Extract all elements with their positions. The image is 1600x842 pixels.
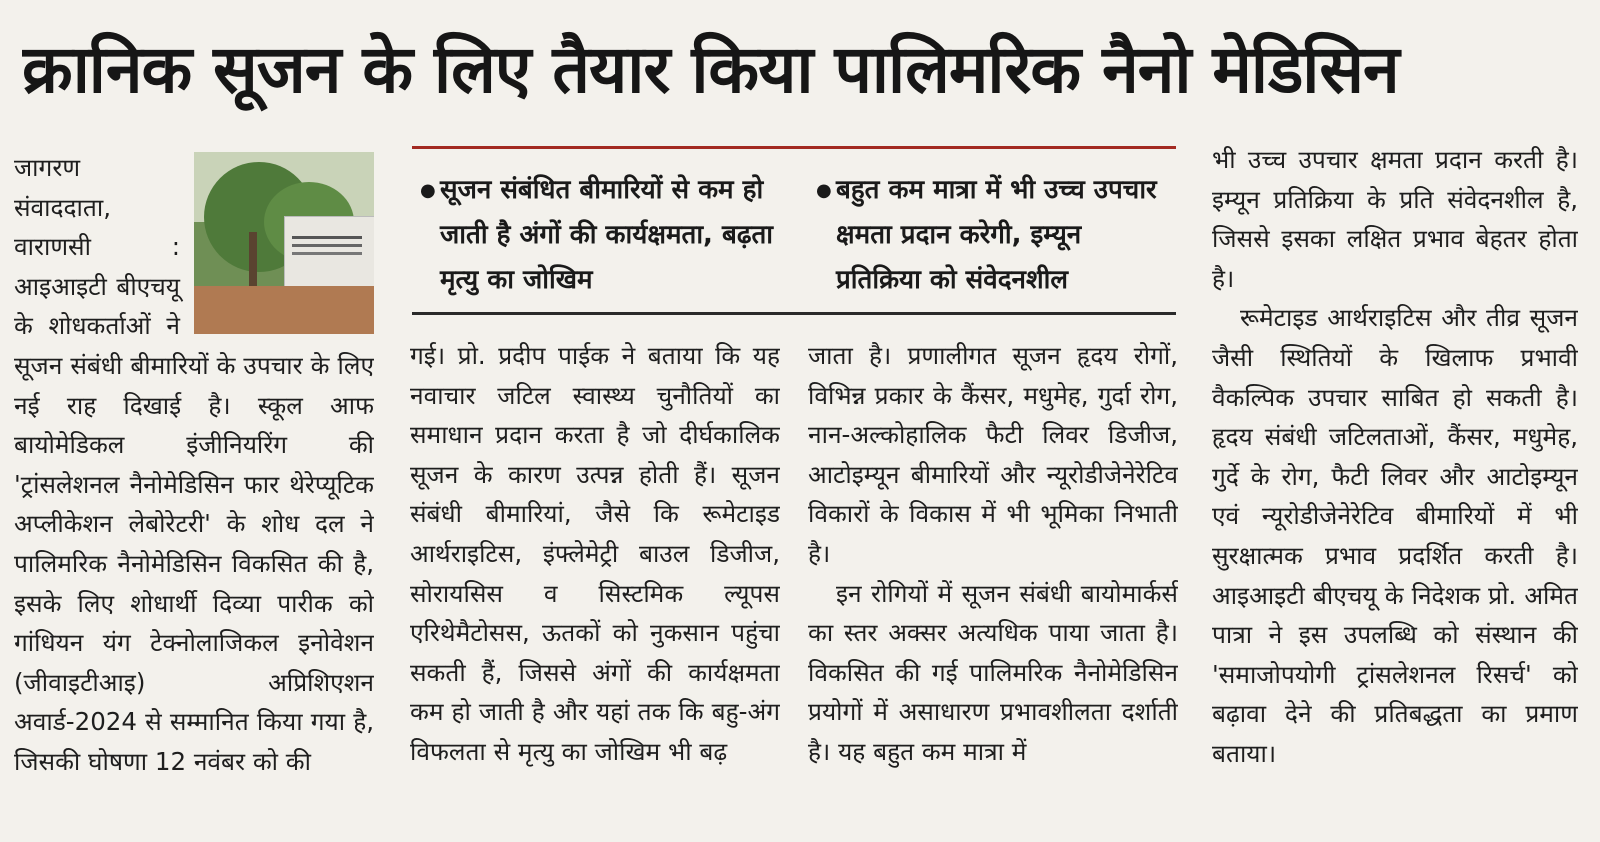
- highlight-box-1: [420, 168, 780, 303]
- highlight-box-2: [816, 168, 1166, 303]
- headline: क्रानिक सूजन के लिए तैयार किया पालिमरिक नैनो मेडिसिन: [22, 31, 1399, 108]
- column-3-paragraph-2: इन रोगियों में सूजन संबंधी बायोमार्कर्स का स्तर अक्सर अत्यधिक पाया जाता है। विकसित की गई पालिमरिक नैनोमेडिसिन प्रयोगों में असाधारण प्रभावशीलता दर्शाती है। यह बहुत कम मात्रा में: [808, 578, 1178, 766]
- bullet-icon: ●: [816, 180, 832, 201]
- article-column-2: [410, 336, 780, 816]
- highlight-1-text: सूजन संबंधित बीमारियों से कम हो जाती है अंगों की कार्यक्षमता, बढ़ता मृत्यु का जोखिम: [440, 175, 774, 295]
- column-4-paragraph-1: भी उच्च उपचार क्षमता प्रदान करती है। इम्यून प्रतिक्रिया के प्रति संवेदनशील है, जिससे इसका लक्षित प्रभाव बेहतर होता है।: [1212, 145, 1578, 293]
- column-2-paragraph: गई। प्रो. प्रदीप पाईक ने बताया कि यह नवाचार जटिल स्वास्थ्य चुनौतियों का समाधान प्रदान करता है जो दीर्घकालिक सूजन के कारण उत्पन्न होती हैं। सूजन संबंधी बीमारियां, जैसे कि रूमेटाइड आर्थराइटिस, इंफ्लेमेट्री बाउल डिजीज, सोरायसिस व सिस्टमिक ल्यूपस एरिथेमैटोसस, ऊतकों को नुकसान पहुंचा सकती हैं, जिससे अंगों की कार्यक्षमता कम हो जाती है और यहां तक कि बहु-अंग विफलता से मृत्यु का जोखिम भी बढ़: [410, 341, 780, 766]
- article-column-1: [14, 148, 374, 818]
- highlight-bottom-rule: [412, 312, 1176, 315]
- highlight-top-rule: [412, 146, 1176, 149]
- column-4-paragraph-2: रूमेटाइड आर्थराइटिस और तीव्र सूजन जैसी स्थितियों के खिलाफ प्रभावी वैकल्पिक उपचार साबित हो सकती है। हृदय संबंधी जटिलताओं, कैंसर, मधुमेह, गुर्दे के रोग, फैटी लिवर और आटोइम्यून एवं न्यूरोडीजेनेरेटिव बीमारियों में भी सुरक्षात्मक प्रभाव प्रदर्शित करती है। आइआइटी बीएचयू के निदेशक प्रो. अमित पात्रा ने इस उपलब्धि को संस्थान की 'समाजोपयोगी ट्रांसलेशनल रिसर्च' को बढ़ावा देने की प्रतिबद्धता का प्रमाण बताया।: [1212, 303, 1578, 768]
- article-column-4: [1212, 140, 1578, 820]
- highlight-2-text: बहुत कम मात्रा में भी उच्च उपचार क्षमता प्रदान करेगी, इम्यून प्रतिक्रिया को संवेदनशील: [836, 175, 1157, 295]
- column-1-paragraph: जागरण संवाददाता, वाराणसी : आइआइटी बीएचयू के शोधकर्ताओं ने सूजन संबंधी बीमारियों के उपचार के लिए नई राह दिखाई है। स्कूल आफ बायोमेडिकल इंजीनियरिंग की 'ट्रांसलेशनल नैनोमेडिसिन फार थेरेप्यूटिक अप्लीकेशन लेबोरेटरी' के शोध दल ने पालिमरिक नैनोमेडिसिन विकसित की है, इसके लिए शोधार्थी दिव्या पारीक को गांधियन यंग टेक्नोलाजिकल इनोवेशन (जीवाइटीआइ) अप्रिशिएशन अवार्ड-2024 से सम्मानित किया गया है, जिसकी घोषणा 12 नवंबर को की: [14, 153, 374, 776]
- bullet-icon: ●: [420, 180, 436, 201]
- article-column-3: [808, 336, 1178, 816]
- campus-photo: [194, 152, 374, 334]
- column-3-paragraph-1: जाता है। प्रणालीगत सूजन हृदय रोगों, विभिन्न प्रकार के कैंसर, मधुमेह, गुर्दा रोग, नान-अल्कोहालिक फैटी लिवर डिजीज, आटोइम्यून बीमारियों और न्यूरोडीजेनेरेटिव विकारों के विकास में भी भूमिका निभाती है।: [808, 341, 1178, 568]
